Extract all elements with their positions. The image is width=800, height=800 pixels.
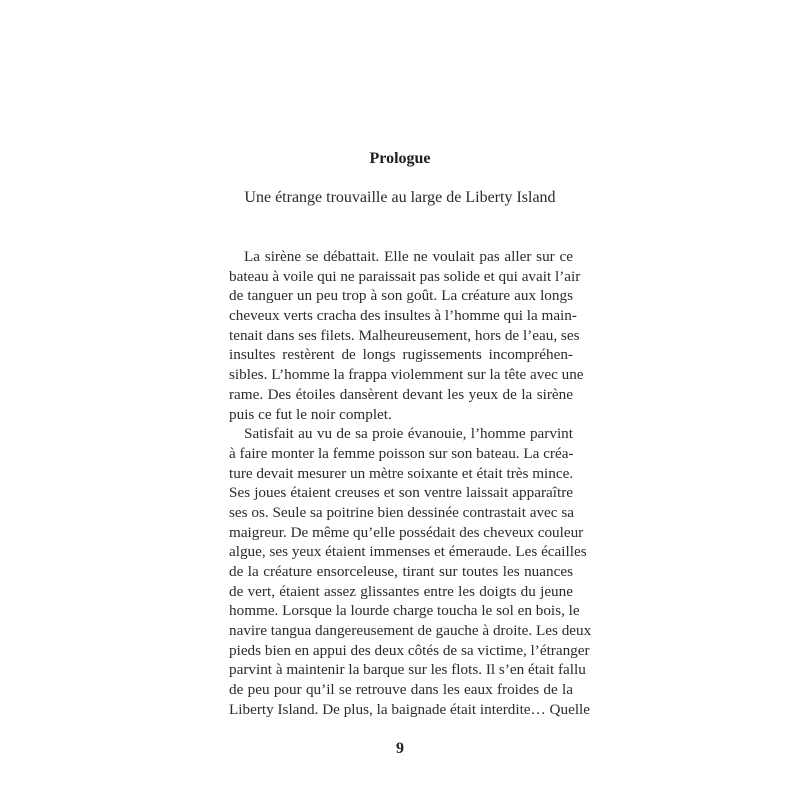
text-line: insultes restèrent de longs rugissements incompréhen-: [229, 346, 573, 364]
text-line: de vert, étaient assez glissantes entre les doigts du jeune: [229, 582, 573, 600]
text-line: de peu pour qu’il se retrouve dans les eaux froides de la: [229, 681, 573, 699]
text-line: tenait dans ses filets. Malheureusement, hors de l’eau, ses: [229, 326, 580, 344]
body-text: [229, 247, 592, 720]
text-line: Ses joues étaient creuses et son ventre laissait apparaître: [229, 484, 573, 502]
text-line: algue, ses yeux étaient immenses et émeraude. Les écailles: [229, 543, 587, 561]
text-line: La sirène se débattait. Elle ne voulait pas aller sur ce: [244, 248, 573, 265]
text-line: bateau à voile qui ne paraissait pas solide et qui avait l’air: [229, 267, 581, 285]
page-number: 9: [396, 740, 404, 757]
text-line: cheveux verts cracha des insultes à l’homme qui la main-: [229, 307, 577, 325]
paragraph: [229, 247, 584, 424]
text-line: navire tangua dangereusement de gauche à droite. Les deux: [229, 622, 592, 640]
text-line: rame. Des étoiles dansèrent devant les yeux de la sirène: [229, 385, 573, 403]
text-line: ses os. Seule sa poitrine bien dessinée contrastait avec sa: [229, 503, 574, 521]
text-line: sibles. L’homme la frappa violemment sur la tête avec une: [229, 366, 584, 384]
chapter-subtitle: Une étrange trouvaille au large de Liberty Island: [244, 189, 556, 206]
text-line: de la créature ensorceleuse, tirant sur toutes les nuances: [229, 563, 573, 580]
text-line: parvint à maintenir la barque sur les flots. Il s’en était fallu: [229, 661, 586, 679]
text-line: pieds bien en appui des deux côtés de sa victime, l’étranger: [229, 641, 590, 659]
text-line: maigreur. De même qu’elle possédait des cheveux couleur: [229, 523, 584, 541]
text-line: Liberty Island. De plus, la baignade était interdite… Quelle: [229, 700, 591, 718]
text-line: à faire monter la femme poisson sur son bateau. La créa-: [229, 444, 574, 462]
text-line: puis ce fut le noir complet.: [229, 405, 392, 423]
text-line: ture devait mesurer un mètre soixante et était très mince.: [229, 464, 574, 482]
text-line: homme. Lorsque la lourde charge toucha le sol en bois, le: [229, 602, 580, 620]
text-line: de tanguer un peu trop à son goût. La créature aux longs: [229, 287, 573, 305]
paragraph: [229, 424, 592, 719]
chapter-title: Prologue: [369, 150, 431, 167]
text-line: Satisfait au vu de sa proie évanouie, l’homme parvint: [244, 425, 573, 443]
